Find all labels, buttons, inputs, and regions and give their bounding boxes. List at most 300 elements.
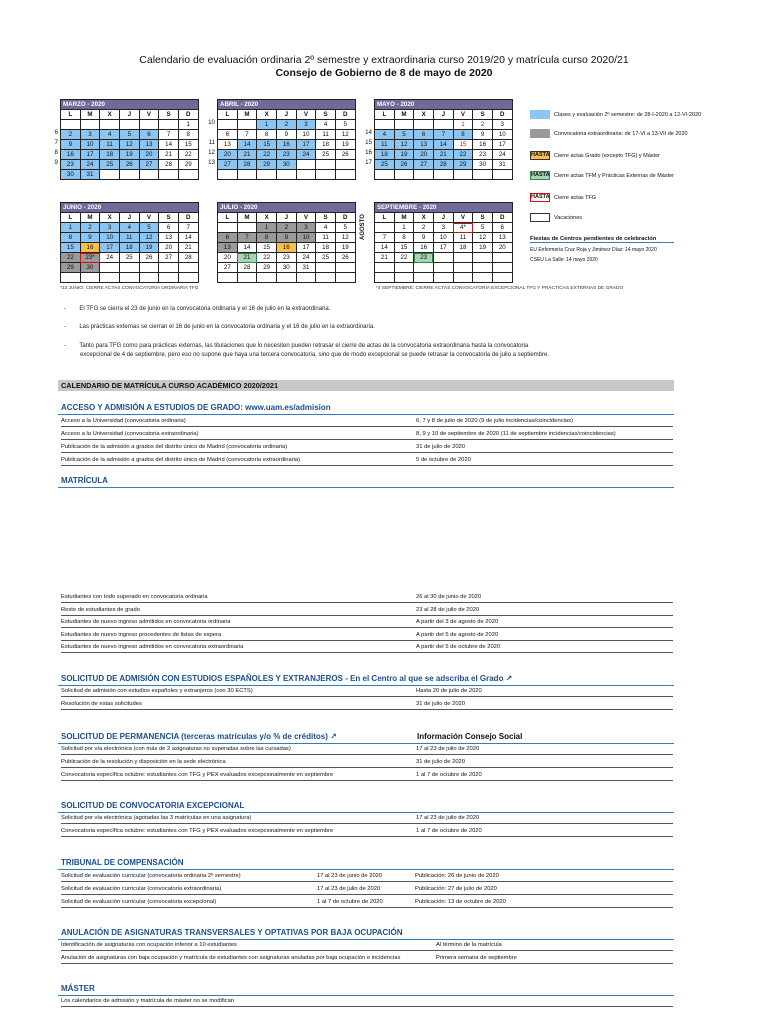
- day-cell: [159, 263, 179, 273]
- day-cell: [492, 263, 512, 273]
- day-cell: [237, 120, 257, 130]
- legend-label: Clases y evaluación 2º semestre: de 28-I-2020 a 12-VI-2020: [554, 111, 702, 118]
- row-label: Publicación de la admisión a grados del distrito único de Madrid (convocatoria ordinaria): [61, 444, 288, 450]
- table-row: [61, 996, 673, 1007]
- day-cell: [159, 120, 179, 130]
- day-cell: [375, 263, 395, 273]
- day-header: M: [394, 110, 414, 120]
- row-value: 8, 9 y 10 de septiembre de 2020 (11 de septiembre incidencias/coincidencias): [416, 431, 616, 437]
- row-label: Estudiantes con todo superado en convocatoria ordinaria: [61, 594, 208, 600]
- note-1: - El TFG se cierra el 23 de junio en la convocatoria ordinaria y el 16 de julio en la extraordinaria.: [64, 306, 331, 312]
- day-cell: 14: [433, 140, 453, 150]
- day-cell: 10: [433, 233, 453, 243]
- day-cell: 24: [100, 253, 120, 263]
- day-cell: [394, 273, 414, 283]
- day-cell: 20: [414, 150, 434, 160]
- section-tribunal: TRIBUNAL DE COMPENSACIÓN: [61, 858, 184, 867]
- day-header: V: [453, 213, 473, 223]
- section-acceso: ACCESO Y ADMISIÓN A ESTUDIOS DE GRADO: www.uam.es/admision: [61, 403, 331, 412]
- day-cell: 15: [257, 140, 277, 150]
- section-master: MÁSTER: [61, 984, 95, 993]
- day-cell: 6: [139, 130, 159, 140]
- day-header: X: [414, 110, 434, 120]
- day-header: V: [453, 110, 473, 120]
- table-row: [61, 884, 673, 895]
- note-3-cont: excepcional de 4 de septiembre, pero eso no supone que haya una tercera convocatoria, sino que de modo excepcional se puede retrasar la convocatoria de julio a septiembre.: [80, 352, 549, 358]
- day-cell: 5: [394, 130, 414, 140]
- day-cell: 27: [414, 160, 434, 170]
- day-cell: 29: [178, 160, 198, 170]
- legend-label: Cierre actas TFG: [554, 194, 597, 201]
- day-cell: 12: [335, 233, 355, 243]
- day-cell: 16: [276, 243, 296, 253]
- day-cell: [119, 120, 139, 130]
- day-cell: 19: [394, 150, 414, 160]
- day-cell: 10: [492, 130, 512, 140]
- day-header: S: [159, 110, 179, 120]
- day-cell: 15: [61, 243, 81, 253]
- calendar-3: [60, 202, 199, 283]
- day-cell: 21: [237, 253, 257, 263]
- day-cell: [335, 263, 355, 273]
- week-number: 8: [54, 149, 58, 156]
- day-cell: [414, 170, 434, 180]
- day-cell: 22: [453, 150, 473, 160]
- day-cell: 10: [296, 233, 316, 243]
- day-cell: [276, 273, 296, 283]
- row-value: 1 al 7 de octubre de 2020: [416, 828, 482, 834]
- row-value: 1 al 7 de octubre de 2020: [416, 772, 482, 778]
- day-cell: 22: [61, 253, 81, 263]
- row-label: Solicitud de evaluación curricular (convocatoria excepcional): [61, 899, 217, 905]
- day-cell: [296, 160, 316, 170]
- row-value: 26 al 30 de junio de 2020: [416, 594, 482, 600]
- day-cell: [394, 120, 414, 130]
- day-cell: 17: [80, 150, 100, 160]
- day-cell: 24: [492, 150, 512, 160]
- day-cell: 17: [492, 140, 512, 150]
- day-cell: 11: [316, 233, 336, 243]
- day-cell: 1: [453, 120, 473, 130]
- row-value: 1 al 7 de octubre de 2020: [317, 899, 383, 905]
- day-cell: 18: [316, 140, 336, 150]
- day-header: V: [139, 213, 159, 223]
- week-number: 17: [365, 159, 372, 166]
- day-cell: 28: [237, 160, 257, 170]
- row-label: Estudiantes de nuevo ingreso procedentes de listas de espera: [61, 631, 222, 638]
- day-cell: 17: [296, 243, 316, 253]
- day-cell: 26: [139, 253, 159, 263]
- row-label: Los calendarios de admisión y matrícula de máster no se modifican: [61, 998, 235, 1004]
- day-header: D: [492, 110, 512, 120]
- day-header: L: [218, 213, 238, 223]
- day-header: J: [119, 110, 139, 120]
- day-cell: [100, 170, 120, 180]
- legend-item: [530, 213, 582, 222]
- day-cell: 19: [335, 243, 355, 253]
- day-cell: [139, 263, 159, 273]
- section-matricula: MATRÍCULA: [61, 476, 108, 485]
- day-cell: [218, 223, 238, 233]
- table-row: [61, 686, 673, 697]
- fiestas-title: Fiestas de Centros pendientes de celebración: [530, 236, 674, 243]
- table-row: [61, 813, 673, 824]
- day-cell: 6: [218, 233, 238, 243]
- day-cell: 23: [276, 253, 296, 263]
- week-number: 9: [54, 159, 58, 166]
- day-cell: [61, 120, 81, 130]
- day-cell: [218, 273, 238, 283]
- section-permanencia: SOLICITUD DE PERMANENCIA (terceras matrículas y/o % de créditos) ↗: [61, 732, 337, 741]
- day-cell: 30: [276, 263, 296, 273]
- day-cell: [80, 120, 100, 130]
- day-cell: 20: [139, 150, 159, 160]
- day-cell: 10: [296, 130, 316, 140]
- row-label: Identificación de asignaturas con ocupación inferior a 10 estudiantes: [61, 942, 237, 948]
- table-row: [61, 617, 673, 628]
- section-solicitud: SOLICITUD DE ADMISIÓN CON ESTUDIOS ESPAÑOLES Y EXTRANJEROS - En el Centro al que se adscriba el Grado ↗: [61, 674, 513, 683]
- day-header: S: [316, 110, 336, 120]
- day-cell: 3: [80, 130, 100, 140]
- day-cell: [237, 170, 257, 180]
- calendar-1: [217, 99, 356, 180]
- day-cell: 7: [237, 130, 257, 140]
- week-number: 7: [54, 139, 58, 146]
- page-title: Calendario de evaluación ordinaria 2º semestre y extraordinaria curso 2019/20 y matrícula curso 2020/21: [139, 54, 629, 66]
- day-cell: [276, 170, 296, 180]
- day-header: D: [178, 110, 198, 120]
- day-cell: [433, 170, 453, 180]
- day-cell: 21: [237, 150, 257, 160]
- day-cell: 2: [473, 120, 493, 130]
- day-header: L: [218, 110, 238, 120]
- day-cell: [335, 160, 355, 170]
- day-cell: 15: [394, 243, 414, 253]
- legend-item: [530, 129, 688, 138]
- day-cell: 16: [473, 140, 493, 150]
- row-label: Acceso a la Universidad (convocatoria extraordinaria): [61, 431, 199, 437]
- day-cell: [473, 170, 493, 180]
- row-value: 17 al 23 de junio de 2020: [317, 873, 383, 879]
- section-tribunal-line: [58, 869, 674, 870]
- day-cell: 26: [119, 160, 139, 170]
- day-cell: 7: [237, 233, 257, 243]
- table-row: [61, 826, 673, 837]
- month-title: MARZO - 2020: [61, 100, 199, 110]
- page-subtitle: Consejo de Gobierno de 8 de mayo de 2020: [275, 67, 493, 79]
- day-header: M: [80, 213, 100, 223]
- row-value: Primera semana de septiembre: [436, 955, 517, 961]
- day-cell: 1: [61, 223, 81, 233]
- day-cell: 2: [276, 120, 296, 130]
- month-title: ABRIL - 2020: [218, 100, 356, 110]
- day-cell: 11: [316, 130, 336, 140]
- day-cell: 20: [159, 243, 179, 253]
- day-cell: 24: [296, 253, 316, 263]
- legend-swatch: [530, 129, 550, 138]
- day-cell: [492, 253, 512, 263]
- day-cell: 26: [394, 160, 414, 170]
- table-row: [61, 630, 673, 641]
- day-cell: [178, 263, 198, 273]
- day-cell: [296, 170, 316, 180]
- day-header: J: [119, 213, 139, 223]
- day-cell: 14: [178, 233, 198, 243]
- table-row: [61, 897, 673, 908]
- day-cell: [473, 273, 493, 283]
- row-value: 23 al 28 de julio de 2020: [416, 606, 480, 613]
- day-cell: 5: [473, 223, 493, 233]
- day-header: J: [276, 213, 296, 223]
- day-cell: 4: [375, 130, 395, 140]
- day-cell: 1: [394, 223, 414, 233]
- day-header: V: [139, 110, 159, 120]
- day-cell: 14: [237, 243, 257, 253]
- section-anulacion: ANULACIÓN DE ASIGNATURAS TRANSVERSALES Y OPTATIVAS POR BAJA OCUPACIÓN: [61, 928, 403, 937]
- day-cell: 9: [276, 130, 296, 140]
- day-cell: 25: [316, 253, 336, 263]
- day-cell: 13: [414, 140, 434, 150]
- day-cell: [119, 170, 139, 180]
- day-cell: 26: [335, 150, 355, 160]
- day-header: J: [276, 110, 296, 120]
- day-cell: [119, 273, 139, 283]
- day-cell: 28: [159, 160, 179, 170]
- day-header: S: [473, 213, 493, 223]
- day-cell: [375, 223, 395, 233]
- day-cell: 4*: [453, 223, 473, 233]
- info-consejo-social[interactable]: Información Consejo Social: [417, 732, 523, 741]
- day-header: L: [61, 213, 81, 223]
- day-cell: 5: [335, 120, 355, 130]
- month-title: JUNIO - 2020: [61, 203, 199, 213]
- day-cell: 6: [414, 130, 434, 140]
- day-cell: 31: [296, 263, 316, 273]
- day-cell: 21: [178, 243, 198, 253]
- day-cell: 10: [100, 233, 120, 243]
- day-cell: 19: [119, 150, 139, 160]
- day-cell: 2: [276, 223, 296, 233]
- day-cell: [218, 170, 238, 180]
- day-header: L: [61, 110, 81, 120]
- day-header: M: [237, 110, 257, 120]
- day-cell: 23: [473, 150, 493, 160]
- day-cell: 24: [80, 160, 100, 170]
- day-header: X: [257, 110, 277, 120]
- legend-swatch: HASTA: [531, 152, 550, 158]
- day-header: S: [473, 110, 493, 120]
- day-cell: [453, 273, 473, 283]
- table-row: [61, 699, 673, 710]
- day-cell: 5: [139, 223, 159, 233]
- day-header: J: [433, 213, 453, 223]
- day-cell: 11: [100, 140, 120, 150]
- day-cell: [61, 273, 81, 283]
- table-row: [61, 455, 673, 466]
- legend-item: [530, 171, 674, 180]
- day-cell: [492, 170, 512, 180]
- table-row: [61, 642, 673, 653]
- day-cell: 15: [178, 140, 198, 150]
- day-cell: 2: [61, 130, 81, 140]
- week-number: 12: [208, 149, 215, 156]
- day-cell: [492, 273, 512, 283]
- day-cell: 20: [218, 253, 238, 263]
- day-cell: 27: [218, 160, 238, 170]
- day-cell: 2: [80, 223, 100, 233]
- matricula-calendar-bar: CALENDARIO DE MATRÍCULA CURSO ACADÉMICO 2020/2021: [58, 380, 674, 391]
- day-cell: [100, 273, 120, 283]
- day-cell: [473, 263, 493, 273]
- day-cell: [394, 170, 414, 180]
- row-value: A partir del 3 de agosto de 2020: [416, 619, 499, 625]
- day-cell: [316, 160, 336, 170]
- day-cell: 27: [218, 263, 238, 273]
- day-cell: [414, 263, 434, 273]
- day-cell: 12: [139, 233, 159, 243]
- legend-label: Cierre actas Grado (excepto TFG) y Máster: [554, 152, 660, 159]
- row-label: Acceso a la Universidad (convocatoria ordinaria): [61, 418, 186, 424]
- month-title: SEPTIEMBRE - 2020: [375, 203, 513, 213]
- day-header: J: [433, 110, 453, 120]
- day-cell: 3: [492, 120, 512, 130]
- day-cell: 23: [276, 150, 296, 160]
- day-cell: 8: [257, 130, 277, 140]
- day-cell: [159, 273, 179, 283]
- table-row: [61, 744, 673, 755]
- row-value: 31 de julio de 2020: [416, 444, 465, 450]
- day-cell: 26: [335, 253, 355, 263]
- day-cell: [414, 120, 434, 130]
- day-cell: [178, 273, 198, 283]
- day-cell: 4: [316, 120, 336, 130]
- day-cell: 22: [178, 150, 198, 160]
- row-label: Solicitud por vía electrónica (agotadas las 3 matrículas en una asignatura): [61, 815, 252, 821]
- day-header: S: [316, 213, 336, 223]
- day-header: M: [394, 213, 414, 223]
- day-cell: 18: [119, 243, 139, 253]
- day-cell: [375, 273, 395, 283]
- day-header: V: [296, 213, 316, 223]
- day-cell: 4: [316, 223, 336, 233]
- table-row: [61, 940, 673, 951]
- day-cell: 12: [473, 233, 493, 243]
- row-label: Anulación de asignaturas con baja ocupación y matrícula de estudiantes con asignaturas anuladas por baja ocupación e incidencias: [61, 955, 401, 961]
- day-cell: [433, 263, 453, 273]
- row-label: Resto de estudiantes de grado: [61, 606, 140, 613]
- day-cell: 30: [61, 170, 81, 180]
- day-cell: 12: [335, 130, 355, 140]
- day-cell: [139, 170, 159, 180]
- day-cell: 13: [218, 140, 238, 150]
- day-cell: 12: [394, 140, 414, 150]
- day-cell: 6: [218, 130, 238, 140]
- legend-label: Vacaciones: [554, 214, 583, 221]
- day-cell: [433, 120, 453, 130]
- day-cell: [453, 170, 473, 180]
- table-row: [61, 429, 673, 440]
- day-cell: 13: [159, 233, 179, 243]
- day-cell: [218, 120, 238, 130]
- day-cell: 18: [375, 150, 395, 160]
- day-cell: 28: [433, 160, 453, 170]
- day-cell: [433, 273, 453, 283]
- day-cell: 3: [433, 223, 453, 233]
- row-label: Convocatoria específica octubre: estudiantes con TFG y PEX evaluados excepcionalmente en septiembre: [61, 828, 334, 834]
- legend-swatch: HASTA: [531, 172, 550, 178]
- day-cell: 13: [139, 140, 159, 150]
- day-cell: [375, 120, 395, 130]
- day-header: X: [414, 213, 434, 223]
- day-cell: 14: [237, 140, 257, 150]
- day-cell: 5: [119, 130, 139, 140]
- day-cell: 15: [257, 243, 277, 253]
- day-cell: 6: [492, 223, 512, 233]
- day-cell: 8: [178, 130, 198, 140]
- day-cell: 19: [473, 243, 493, 253]
- legend-label: Convocatoria extraordinaria: de 17-VI a 13-VII de 2020: [554, 130, 688, 137]
- day-header: D: [335, 213, 355, 223]
- day-cell: 16: [276, 140, 296, 150]
- month-title: MAYO - 2020: [375, 100, 513, 110]
- row-label: Solicitud de evaluación curricular (convocatoria extraordinaria): [61, 886, 222, 892]
- legend-item: [530, 110, 701, 119]
- week-number: 10: [208, 119, 215, 126]
- day-cell: [257, 170, 277, 180]
- day-cell: 24: [296, 150, 316, 160]
- week-number: 14: [365, 129, 372, 136]
- day-cell: 1: [257, 120, 277, 130]
- day-header: M: [237, 213, 257, 223]
- day-cell: 21: [159, 150, 179, 160]
- day-cell: 29: [257, 263, 277, 273]
- day-cell: 22: [257, 253, 277, 263]
- day-cell: [296, 273, 316, 283]
- row-label: Solicitud por vía electrónica (con más de 2 asignaturas no superadas sobre las cursadas): [61, 746, 291, 752]
- day-cell: 27: [139, 160, 159, 170]
- day-header: M: [80, 110, 100, 120]
- day-cell: 25: [119, 253, 139, 263]
- row-label: Resolución de estas solicitudes: [61, 701, 142, 707]
- day-cell: 30: [80, 263, 100, 273]
- day-cell: 13: [218, 243, 238, 253]
- note-2: - Las prácticas externas se cierran el 16 de junio en la convocatoria ordinaria y el 16 de julio en la extraordinaria.: [64, 324, 375, 330]
- day-cell: 3: [100, 223, 120, 233]
- day-cell: 15: [453, 140, 473, 150]
- day-cell: 14: [159, 140, 179, 150]
- row-label: Estudiantes de nuevo ingreso admitidos en convocatoria extraordinaria: [61, 644, 244, 650]
- day-cell: 3: [296, 223, 316, 233]
- day-cell: [433, 253, 453, 263]
- day-cell: 25: [100, 160, 120, 170]
- day-cell: 8: [453, 130, 473, 140]
- row-value: Publicación: 26 de junio de 2020: [415, 873, 499, 879]
- day-cell: [375, 170, 395, 180]
- agosto-label: AGOSTO: [360, 214, 366, 240]
- day-cell: 4: [100, 130, 120, 140]
- legend-swatch: [530, 110, 550, 119]
- row-value: Al término de la matrícula: [436, 942, 502, 948]
- day-cell: [237, 273, 257, 283]
- table-row: [61, 770, 673, 781]
- day-cell: 21: [375, 253, 395, 263]
- day-cell: 7: [375, 233, 395, 243]
- row-value: A partir del 5 de agosto de 2020: [416, 631, 499, 638]
- fiestas-line-2: CSEU La Salle: 14 mayo 2020: [530, 257, 598, 263]
- row-value: Publicación: 27 de julio de 2020: [415, 886, 497, 892]
- row-value: Publicación: 13 de octubre de 2020: [415, 899, 506, 905]
- legend-item: [530, 193, 596, 202]
